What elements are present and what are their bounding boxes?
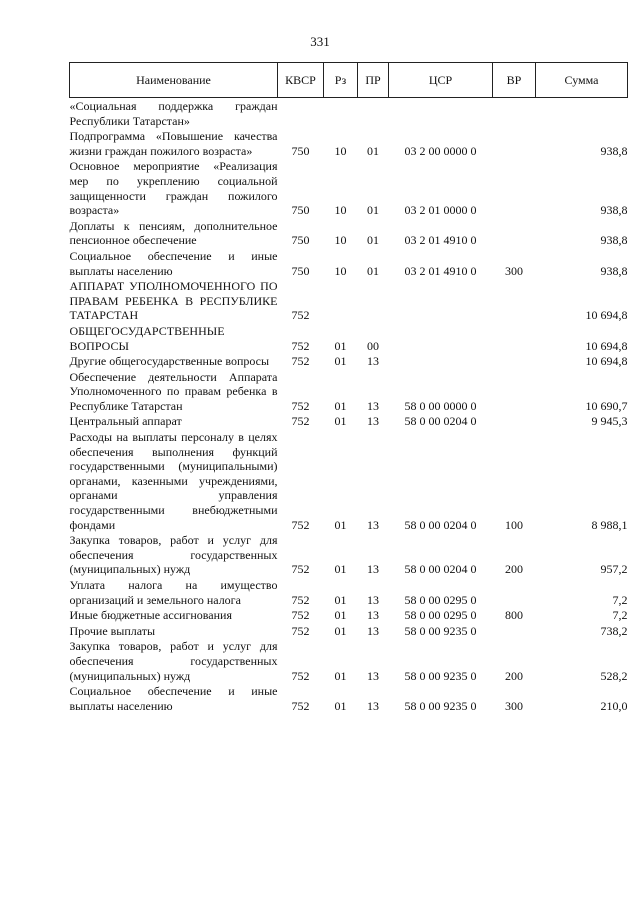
cell-sum: 938,8 [600, 143, 628, 158]
cell-rz [324, 279, 358, 324]
cell-sum: 10 694,8 [585, 338, 628, 353]
cell-vr: 300 [505, 263, 523, 278]
cell-sum: 528,2 [600, 668, 628, 683]
cell-csr: 58 0 00 9235 0 [404, 668, 477, 683]
table-row [70, 430, 628, 533]
cell-rz: 01 [334, 398, 347, 413]
cell-pr: 13 [367, 398, 379, 413]
table-row [70, 249, 628, 279]
cell-pr: 13 [367, 562, 379, 577]
column-header-pr: ПР [358, 63, 389, 98]
cell-csr: 58 0 00 0000 0 [404, 398, 477, 413]
cell-sum: 7,2 [612, 608, 628, 623]
cell-pr: 13 [367, 592, 379, 607]
cell-pr: 13 [367, 414, 379, 429]
table-row [70, 578, 628, 608]
cell-kvsr: 752 [291, 623, 310, 638]
cell-vr: 100 [505, 517, 523, 532]
cell-vr [493, 324, 536, 354]
cell-name: Центральный аппарат [69, 414, 182, 429]
column-header-rz: Рз [324, 63, 358, 98]
cell-rz: 01 [334, 592, 347, 607]
cell-name: Социальное обеспечение и иные выплаты населению [69, 684, 278, 713]
cell-vr [493, 98, 536, 130]
cell-vr [493, 578, 536, 608]
cell-rz: 01 [334, 414, 347, 429]
cell-sum: 9 945,3 [591, 414, 628, 429]
table-row [70, 279, 628, 324]
table-row [70, 354, 628, 370]
cell-pr: 13 [367, 698, 379, 713]
table-row [70, 533, 628, 578]
cell-pr: 13 [367, 668, 379, 683]
cell-pr [358, 279, 389, 324]
cell-kvsr: 750 [291, 233, 310, 248]
cell-pr: 01 [367, 143, 379, 158]
budget-table [69, 62, 628, 714]
cell-csr [389, 354, 493, 370]
cell-kvsr: 750 [291, 263, 310, 278]
cell-name: Расходы на выплаты персоналу в целях обеспечения выполнения функций государственными (муниципальными) органами, казенными учреждениями, органами управления государственными внебюджетными фондами [69, 430, 278, 532]
table-row [70, 219, 628, 249]
cell-name: Другие общегосударственные вопросы [69, 354, 270, 369]
cell-kvsr: 752 [291, 698, 310, 713]
cell-sum: 10 690,7 [585, 398, 628, 413]
cell-sum: 938,8 [600, 233, 628, 248]
cell-kvsr: 752 [291, 308, 310, 323]
table-row [70, 324, 628, 354]
cell-kvsr: 752 [291, 414, 310, 429]
cell-rz: 01 [334, 623, 347, 638]
table-row [70, 370, 628, 415]
cell-name: АППАРАТ УПОЛНОМОЧЕННОГО ПО ПРАВАМ РЕБЕНКА В РЕСПУБЛИКЕ ТАТАРСТАН [69, 279, 278, 323]
cell-name: Уплата налога на имущество организаций и земельного налога [69, 578, 278, 607]
cell-name: Прочие выплаты [69, 623, 156, 638]
cell-vr [493, 129, 536, 159]
table-row [70, 684, 628, 714]
table-row [70, 159, 628, 218]
cell-sum: 210,0 [600, 698, 628, 713]
cell-csr: 58 0 00 0204 0 [404, 562, 477, 577]
cell-pr: 01 [367, 263, 379, 278]
cell-rz: 10 [334, 143, 347, 158]
cell-sum: 938,8 [600, 263, 628, 278]
column-header-vr: ВР [493, 63, 536, 98]
table-row [70, 624, 628, 640]
cell-vr [493, 279, 536, 324]
cell-kvsr: 750 [291, 203, 310, 218]
table-header-row [70, 63, 628, 98]
cell-sum: 10 694,8 [585, 308, 628, 323]
cell-csr: 58 0 00 0204 0 [404, 517, 477, 532]
cell-rz: 01 [334, 698, 347, 713]
cell-vr: 300 [505, 698, 523, 713]
cell-csr: 58 0 00 9235 0 [404, 623, 477, 638]
column-header-csr: ЦСР [389, 63, 493, 98]
cell-vr [493, 624, 536, 640]
cell-name: Подпрограмма «Повышение качества жизни граждан пожилого возраста» [69, 129, 278, 158]
cell-pr [358, 98, 389, 130]
cell-vr [493, 159, 536, 218]
cell-csr: 58 0 00 0295 0 [404, 608, 477, 623]
cell-pr: 00 [367, 338, 379, 353]
cell-rz: 10 [334, 233, 347, 248]
cell-rz: 01 [334, 668, 347, 683]
cell-kvsr: 752 [291, 668, 310, 683]
table-row [70, 639, 628, 684]
cell-sum [536, 98, 628, 130]
cell-vr [493, 354, 536, 370]
cell-name: «Социальная поддержка граждан Республики Татарстан» [69, 99, 278, 128]
cell-sum: 8 988,1 [591, 517, 628, 532]
cell-csr: 58 0 00 0295 0 [404, 592, 477, 607]
table-row [70, 414, 628, 430]
cell-vr [493, 414, 536, 430]
cell-csr [389, 98, 493, 130]
column-header-kvsr: КВСР [278, 63, 324, 98]
cell-kvsr: 752 [291, 517, 310, 532]
cell-sum: 10 694,8 [585, 354, 628, 369]
cell-rz: 01 [334, 338, 347, 353]
cell-kvsr [278, 98, 324, 130]
cell-sum: 938,8 [600, 203, 628, 218]
cell-sum: 957,2 [600, 562, 628, 577]
cell-name: Основное мероприятие «Реализация мер по укреплению социальной защищенности граждан пожилого возраста» [69, 159, 278, 218]
cell-kvsr: 752 [291, 592, 310, 607]
cell-kvsr: 752 [291, 608, 310, 623]
cell-rz: 10 [334, 203, 347, 218]
cell-vr: 200 [505, 562, 523, 577]
cell-csr: 58 0 00 9235 0 [404, 698, 477, 713]
cell-sum: 738,2 [600, 623, 628, 638]
cell-rz [324, 98, 358, 130]
table-row [70, 129, 628, 159]
cell-rz: 01 [334, 354, 347, 369]
column-header-sum: Сумма [536, 63, 628, 98]
table-body [70, 98, 628, 715]
cell-pr: 13 [367, 608, 379, 623]
cell-pr: 13 [367, 517, 379, 532]
cell-csr [389, 279, 493, 324]
cell-pr: 01 [367, 203, 379, 218]
cell-kvsr: 752 [291, 398, 310, 413]
cell-kvsr: 750 [291, 143, 310, 158]
cell-kvsr: 752 [291, 338, 310, 353]
cell-pr: 01 [367, 233, 379, 248]
cell-vr [493, 370, 536, 415]
cell-vr [493, 219, 536, 249]
cell-rz: 01 [334, 562, 347, 577]
cell-pr: 13 [367, 354, 379, 369]
cell-name: Обеспечение деятельности Аппарата Уполномоченного по правам ребенка в Республике Татарстан [69, 369, 278, 413]
cell-csr [389, 324, 493, 354]
cell-rz: 01 [334, 608, 347, 623]
cell-rz: 10 [334, 263, 347, 278]
cell-name: Доплаты к пенсиям, дополнительное пенсионное обеспечение [69, 218, 278, 248]
cell-csr: 58 0 00 0204 0 [404, 414, 477, 429]
table-row [70, 608, 628, 624]
cell-name: ОБЩЕГОСУДАРСТВЕННЫЕ ВОПРОСЫ [69, 323, 225, 353]
cell-csr: 03 2 00 0000 0 [404, 143, 477, 158]
cell-name: Иные бюджетные ассигнования [69, 608, 232, 623]
page-number: 331 [310, 34, 330, 49]
cell-name: Закупка товаров, работ и услуг для обеспечения государственных (муниципальных) нужд [69, 639, 278, 683]
cell-sum: 7,2 [612, 592, 628, 607]
cell-pr: 13 [367, 623, 379, 638]
column-header-name: Наименование [70, 63, 278, 98]
cell-csr: 03 2 01 4910 0 [404, 263, 477, 278]
cell-vr: 800 [505, 608, 523, 623]
cell-name: Социальное обеспечение и иные выплаты населению [69, 248, 278, 278]
cell-kvsr: 752 [291, 562, 310, 577]
cell-name: Закупка товаров, работ и услуг для обеспечения государственных (муниципальных) нужд [69, 533, 278, 577]
cell-csr: 03 2 01 0000 0 [404, 203, 477, 218]
cell-csr: 03 2 01 4910 0 [404, 233, 477, 248]
cell-vr: 200 [505, 668, 523, 683]
table-row [70, 98, 628, 130]
cell-rz: 01 [334, 517, 347, 532]
cell-kvsr: 752 [291, 354, 310, 369]
